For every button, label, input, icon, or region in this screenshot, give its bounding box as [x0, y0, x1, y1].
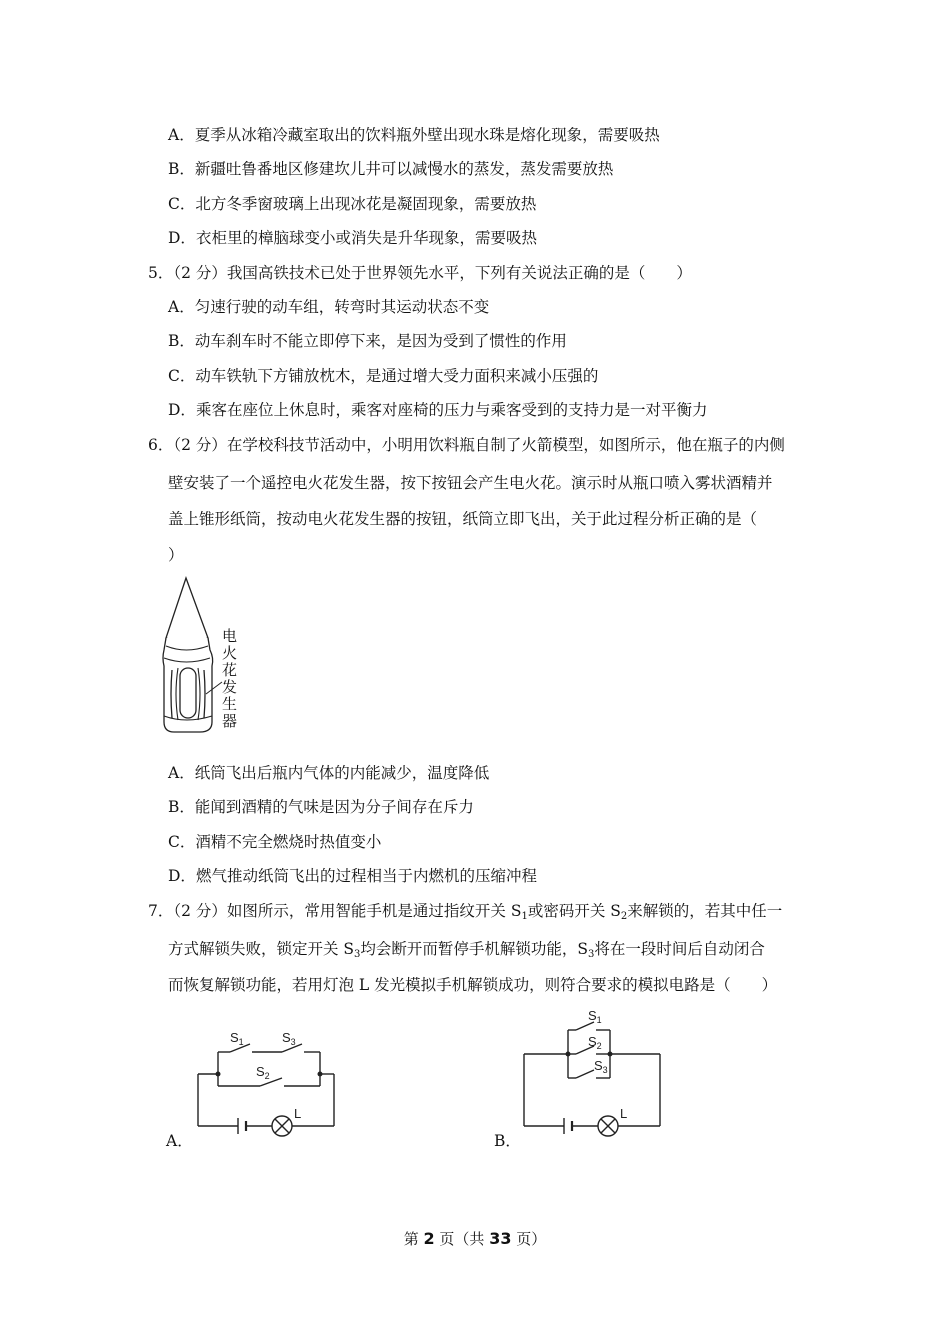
q6-option-c: C．酒精不完全燃烧时热值变小	[168, 833, 382, 851]
circuit-b-lamp-label: L	[620, 1106, 628, 1121]
circuit-b-s2-label: $S_2$	[588, 1034, 602, 1051]
q7-option-b-label: B．	[494, 1132, 521, 1150]
q6-stem-line-4: ）	[168, 546, 184, 564]
q4-option-c: C．北方冬季窗玻璃上出现冰花是凝固现象，需要放热	[168, 195, 537, 213]
q6-option-a: A．纸筒飞出后瓶内气体的内能减少，温度降低	[168, 764, 490, 782]
page-number-footer: 第 2 页（共 33 页）	[403, 1229, 547, 1248]
q4-option-d: D．衣柜里的樟脑球变小或消失是升华现象，需要吸热	[168, 229, 537, 247]
q7-stem-line-2: 方式解锁失败，锁定开关 $S_3$均会断开而暂停手机解锁功能，$S_3$将在一段时间后自动闭合	[168, 940, 765, 960]
q7-option-a-label: A．	[166, 1132, 193, 1150]
circuit-a-s1-label: $S_1$	[230, 1030, 244, 1047]
circuit-a-s3-label: $S_3$	[282, 1030, 296, 1047]
spark-generator-label: 电 火 花 发 生 器	[222, 627, 238, 730]
q5-option-d: D．乘客在座位上休息时，乘客对座椅的压力与乘客受到的支持力是一对平衡力	[168, 401, 708, 419]
q6-stem-line-2: 壁安装了一个遥控电火花发生器，按下按钮会产生电火花。演示时从瓶口喷入雾状酒精并	[168, 474, 773, 492]
circuit-b-diagram	[518, 1006, 668, 1142]
q5-option-b: B．动车刹车时不能立即停下来，是因为受到了惯性的作用	[168, 332, 567, 350]
circuit-b-s1-label: $S_1$	[588, 1008, 602, 1025]
circuit-a-diagram	[190, 1030, 340, 1140]
circuit-b-s3-label: $S_3$	[594, 1058, 608, 1075]
q7-stem-line-1: 7．（2 分）如图所示，常用智能手机是通过指纹开关 $S_1$或密码开关 $S_2$来解锁的，若其中任一	[148, 902, 783, 922]
q7-stem-line-3: 而恢复解锁功能，若用灯泡 L 发光模拟手机解锁成功，则符合要求的模拟电路是（ ）	[168, 976, 778, 994]
q6-stem-line-3: 盖上锥形纸筒，按动电火花发生器的按钮，纸筒立即飞出，关于此过程分析正确的是（	[168, 510, 758, 528]
circuit-a-lamp-label: L	[294, 1106, 302, 1121]
q4-option-a: A．夏季从冰箱冷藏室取出的饮料瓶外壁出现水珠是熔化现象，需要吸热	[168, 126, 660, 144]
q5-option-a: A．匀速行驶的动车组，转弯时其运动状态不变	[168, 298, 490, 316]
q6-option-b: B．能闻到酒精的气味是因为分子间存在斥力	[168, 798, 474, 816]
q5-stem: 5．（2 分）我国高铁技术已处于世界领先水平，下列有关说法正确的是（ ）	[148, 264, 692, 282]
circuit-a-s2-label: $S_2$	[256, 1064, 270, 1081]
q5-option-c: C．动车铁轨下方铺放枕木，是通过增大受力面积来减小压强的	[168, 367, 599, 385]
q4-option-b: B．新疆吐鲁番地区修建坎儿井可以减慢水的蒸发，蒸发需要放热	[168, 160, 614, 178]
q6-option-d: D．燃气推动纸筒飞出的过程相当于内燃机的压缩冲程	[168, 867, 537, 885]
q6-stem-line-1: 6．（2 分）在学校科技节活动中，小明用饮料瓶自制了火箭模型，如图所示，他在瓶子的内侧	[148, 436, 785, 454]
